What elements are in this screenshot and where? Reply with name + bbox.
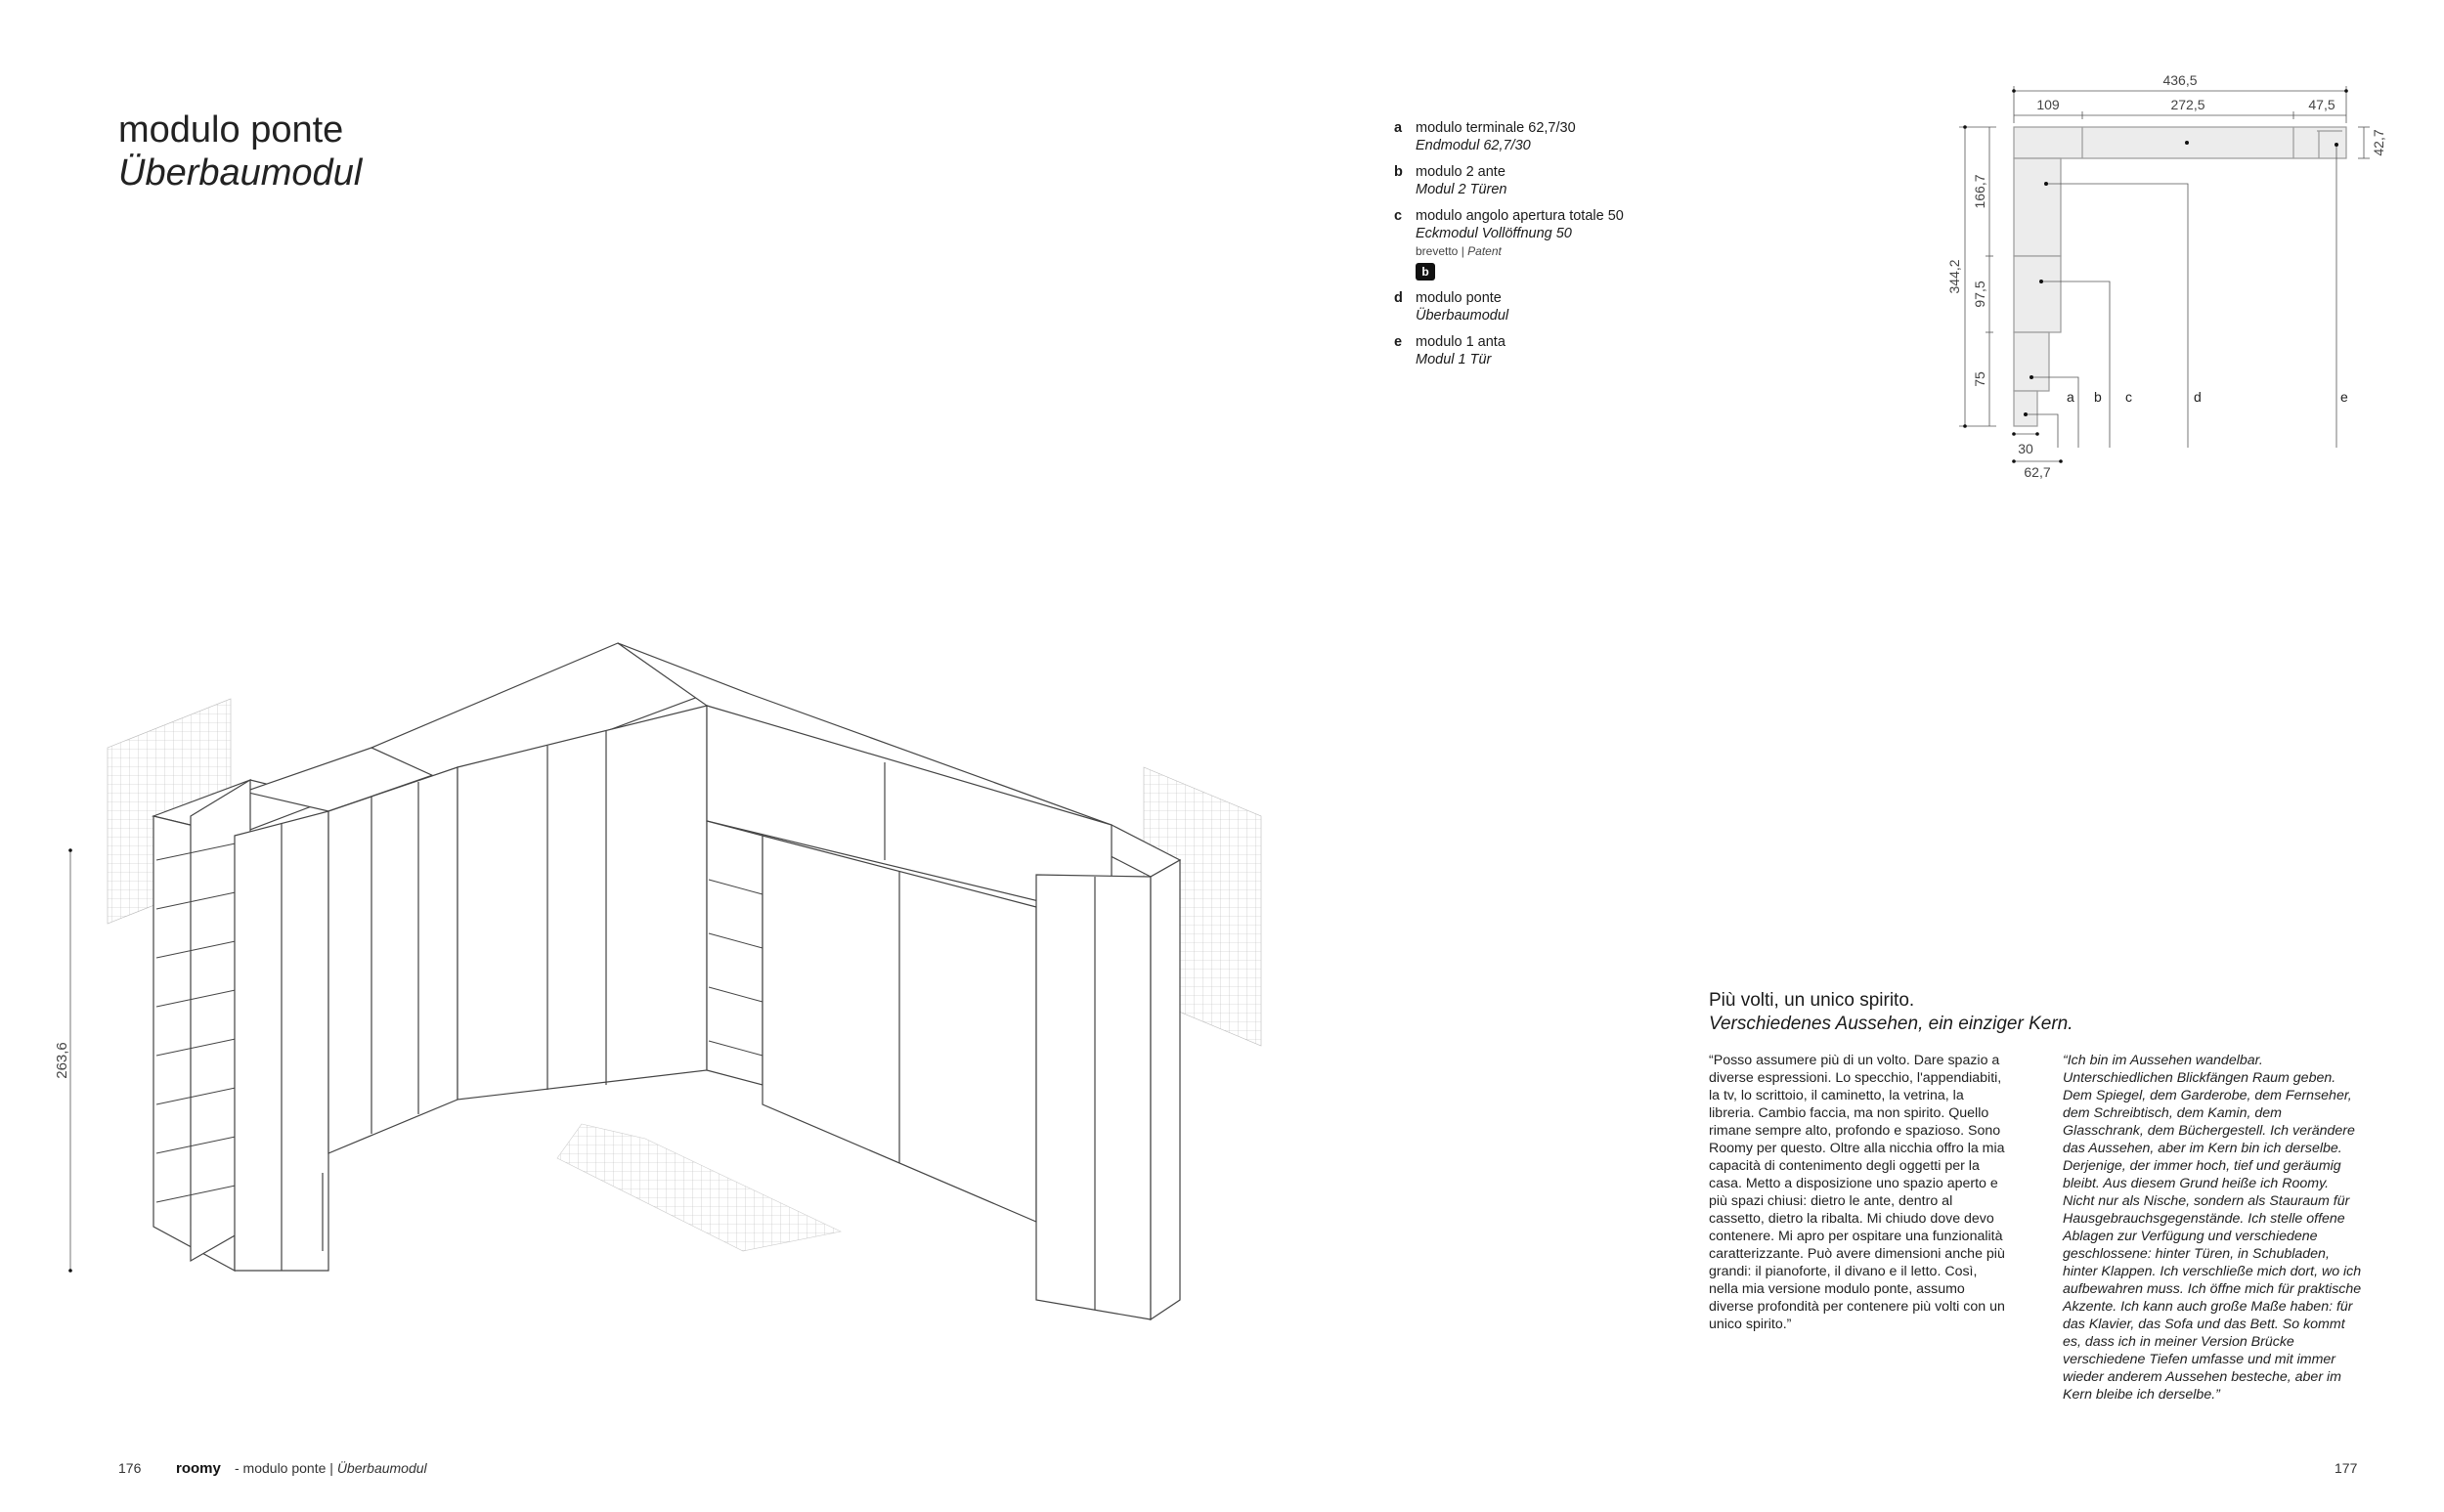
- page-number-left: 176: [118, 1460, 142, 1476]
- dim-total-width: 436,5: [2162, 72, 2198, 88]
- plan-side-module-upper: [2014, 158, 2061, 256]
- legend-item-e: [1394, 333, 1746, 368]
- legend-label-it: modulo 1 anta: [1416, 334, 1506, 350]
- dim-left-segment-1: 166,7: [1972, 174, 1987, 209]
- dim-top-segment-2: 272,5: [2170, 97, 2205, 112]
- page-number-right: 177: [2335, 1460, 2358, 1476]
- legend-label-it: modulo ponte: [1416, 290, 1502, 306]
- footer-section-de: Überbaumodul: [336, 1460, 427, 1476]
- legend-letter: b: [1394, 164, 1403, 180]
- patent-icon: b: [1416, 263, 1435, 281]
- callout-d: d: [2194, 389, 2202, 405]
- legend-label-it: modulo angolo apertura totale 50: [1416, 208, 1624, 224]
- legend-label-de: Modul 1 Tür: [1416, 352, 1492, 367]
- patent-note-de: Patent: [1467, 244, 1502, 258]
- dim-depth-right: 42,7: [2371, 129, 2386, 156]
- headline-de: Verschiedenes Aussehen, ein einziger Kern.: [1709, 1014, 2073, 1034]
- legend-letter: c: [1394, 208, 1403, 224]
- floor-plan-diagram: [1945, 66, 2405, 480]
- legend-label-de: Endmodul 62,7/30: [1416, 138, 1531, 153]
- isometric-drawing: [54, 626, 1310, 1349]
- callout-a: a: [2067, 389, 2074, 405]
- page-title: modulo ponte: [118, 109, 344, 151]
- dim-top-segment-3: 47,5: [2308, 97, 2335, 112]
- legend-label-de: Modul 2 Türen: [1416, 182, 1507, 197]
- legend-label-de: Eckmodul Vollöffnung 50: [1416, 226, 1572, 241]
- patent-note: brevetto | Patent: [1416, 244, 1502, 258]
- body-text-de: “Ich bin im Aussehen wandelbar. Unterschiedlichen Blickfängen Raum geben. Dem Spiegel, dem Garderobe, dem Fernseher, dem Schreibtisch, dem Kamin, dem Glasschrank, dem Büchergestell. Ich verändere das Aussehen, aber im Kern bin ich derselbe. Derjenige, der immer hoch, tief und geräumig bleibt. Aus diesem Grund heiße ich Roomy. Nicht nur als Nische, sondern als Stauraum für Hausgebrauchsgegenstände. Ich stelle offene Ablagen zur Verfügung und verschiedene geschlossene: hinter Türen, in Schubladen, hinter Klappen. Ich verschließe mich dort, wo ich aufbewahren muss. Ich öffne mich für praktische Akzente. Ich kann auch große Maße haben: für das Klavier, das Sofa und das Bett. So kommt es, dass ich in meiner Version Brücke verschiedene Tiefen umfasse und mit immer wieder anderem Aussehen besteche, aber im Kern bleibe ich derselbe.”: [2063, 1053, 2362, 1403]
- callout-c: c: [2125, 389, 2132, 405]
- dim-left-segment-2: 97,5: [1972, 281, 1987, 308]
- section-headline: [1709, 989, 2119, 1036]
- dim-top-segment-1: 109: [2036, 97, 2060, 112]
- plan-end-module: [2014, 391, 2037, 426]
- module-e-door: [1036, 875, 1151, 1319]
- dim-total-height: 344,2: [1946, 259, 1962, 294]
- callout-e: e: [2340, 389, 2348, 405]
- legend-letter: e: [1394, 334, 1403, 350]
- page-subtitle: Überbaumodul: [118, 152, 363, 194]
- legend-item-c: [1394, 207, 1746, 281]
- dim-bottom-1: 30: [2018, 441, 2033, 456]
- legend-item-a: [1394, 119, 1746, 154]
- legend-item-d: [1394, 289, 1746, 324]
- height-dimension: 263,6: [54, 1042, 70, 1079]
- legend-letter: a: [1394, 120, 1403, 136]
- plan-side-module-middle: [2014, 256, 2061, 332]
- module-c-corner: [328, 767, 458, 1153]
- legend-item-b: [1394, 163, 1746, 198]
- floor-grid: [557, 1124, 841, 1251]
- legend-label-it: modulo terminale 62,7/30: [1416, 120, 1576, 136]
- body-text-it: “Posso assumere più di un volto. Dare spazio a diverse espressioni. Lo specchio, l'appendiabiti, la tv, lo scrittoio, il caminetto, la vetrina, la libreria. Cambio faccia, ma non spirito. Quello rimane sempre alto, profondo e spazioso. Sono Roomy per questo. Oltre alla nicchia offro la mia capacità di contenimento degli oggetti per la casa. Metto a disposizione uno spazio aperto e più spazi chiusi: dietro le ante, dentro al cassetto, dietro la ribalta. Mi chiudo dove devo contenere. Mi apro per ospitare una funzionalità caratterizzante. Può avere dimensioni anche più grandi: il pianoforte, il divano e il letto. Così, nella mia versione modulo ponte, assumo diverse profondità per contenere più volti con un unico spirito.”: [1709, 1053, 2005, 1332]
- footer-section-it: - modulo ponte |: [235, 1460, 333, 1476]
- module-legend: [1394, 119, 1746, 377]
- legend-label-de: Überbaumodul: [1416, 308, 1509, 324]
- legend-label-it: modulo 2 ante: [1416, 164, 1506, 180]
- legend-letter: d: [1394, 290, 1403, 306]
- dim-bottom-2: 62,7: [2024, 464, 2051, 480]
- patent-note-it: brevetto: [1416, 244, 1459, 258]
- brand-name: roomy: [176, 1460, 221, 1477]
- dim-left-segment-3: 75: [1972, 371, 1987, 387]
- headline-it: Più volti, un unico spirito.: [1709, 990, 1915, 1011]
- callout-b: b: [2094, 389, 2102, 405]
- plan-side-module-lower: [2014, 332, 2049, 391]
- plan-top-run: [2014, 127, 2346, 158]
- footer-section: [235, 1460, 427, 1476]
